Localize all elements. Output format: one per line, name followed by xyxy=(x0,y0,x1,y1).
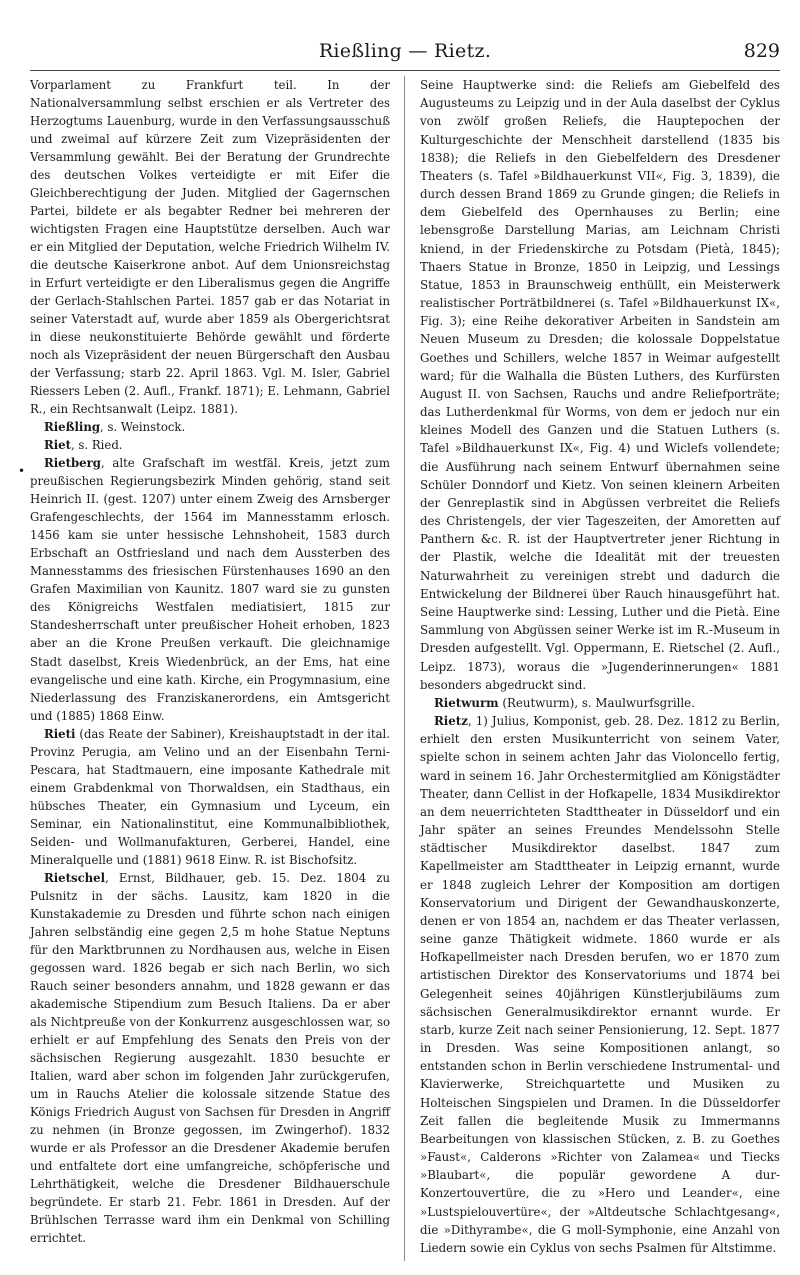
header-rule xyxy=(30,70,780,71)
document-page xyxy=(18,0,780,1275)
entry-rieti xyxy=(30,725,390,869)
headword: Rießling xyxy=(44,420,101,435)
continuation-riesser: Vorparlament zu Frankfurt teil. In der Nationalversammlung selbst erschien er als Vertreter des Herzogtums Lauenburg, wurde in den Verfassungsausschuß und zweimal auf kürzere Zeit zum Vizepräsidenten der Versammlung gewählt. Bei der Beratung der Grundrechte des deutschen Volkes verteidigte er mit Eifer die Gleichberechtigung der Juden. Mitglied der Gagernschen Partei, bildete er als begabter Redner bei mehreren der wichtigsten Fragen eine Hauptstütze derselben. Auch war er ein Mitglied der Deputation, welche Friedrich Wilhelm IV. die deutsche Kaiserkrone anbot. Auf dem Unionsreichstag in Erfurt verteidigte er den Liberalismus gegen die Angriffe der Gerlach-Stahlschen Partei. 1857 gab er das Notariat in seiner Vaterstadt auf, wurde aber 1859 als Obergerichtsrat in diese neukonstituierte Behörde gewählt und förderte noch als Vizepräsident der neuen Bürgerschaft den Ausbau der Verfassung; starb 22. April 1863. Vgl. M. Isler, Gabriel Riessers Leben (2. Aufl., Frankf. 1871); E. Lehmann, Gabriel R., ein Rechtsanwalt (Leipz. 1881). xyxy=(30,78,390,417)
right-column xyxy=(420,76,780,1257)
running-header xyxy=(30,40,780,66)
continuation-rietschel: Seine Hauptwerke sind: die Reliefs am Giebelfeld des Augusteums zu Leipzig und in der Aula daselbst der Cyklus von zwölf großen Reliefs, die Hauptepochen der Kulturgeschichte der Menschheit darstellend (1835 bis 1838); die Reliefs in den Giebelfeldern des Dresdener Theaters (s. Tafel »Bildhauerkunst VII«, Fig. 3, 1839), die durch dessen Brand 1869 zu Grunde gingen; die Reliefs in dem Giebelfeld des Opernhauses zu Berlin; eine lebensgroße Darstellung Marias, am Leichnam Christi kniend, in der Friedenskirche zu Potsdam (Pietà, 1845); Thaers Statue in Bronze, 1850 in Leipzig, und Lessings Statue, 1853 in Braunschweig enthüllt, ein Meisterwerk realistischer Porträtbildnerei (s. Tafel »Bildhauerkunst IX«, Fig. 3); eine Reihe dekorativer Arbeiten in Sandstein am Neuen Museum zu Dresden; die kolossale Doppelstatue Goethes und Schillers, welche 1857 in Weimar aufgestellt ward; für die Walhalla die Büsten Luthers, des Kurfürsten August II. von Sachsen, Rauchs und andre Reliefporträte; das Lutherdenkmal für Worms, von dem er jedoch nur ein kleines Modell des Ganzen und die Statuen Luthers (s. Tafel »Bildhauerkunst IX«, Fig. 4) und Wiclefs vollendete; die Ausführung nach seinem Entwurf übernahmen seine Schüler Donndorf und Kietz. Von seinen kleinern Arbeiten der Genreplastik sind in Abgüssen verbreitet die Reliefs des Christengels, der vier Tageszeiten, der Amoretten auf Panthern &c. R. ist der Hauptvertreter jener Richtung in der Plastik, welche die Idealität mit der treuesten Naturwahrheit zu vereinigen strebt und dadurch die Entwickelung der Bildnerei über Rauch hinausgeführt hat. Seine Hauptwerke sind: Lessing, Luther und die Pietà. Eine Sammlung von Abgüssen seiner Werke ist im R.-Museum in Dresden aufgestellt. Vgl. Oppermann, E. Rietschel (2. Aufl., Leipz. 1873), woraus die »Jugenderinnerungen« 1881 besonders abgedruckt sind. xyxy=(420,78,780,692)
entry-riet xyxy=(30,436,390,454)
headword: Rietberg xyxy=(44,456,101,471)
entry-rietberg xyxy=(30,454,390,724)
entry-text: , s. Ried. xyxy=(71,438,123,453)
headword: Rietschel xyxy=(44,870,106,885)
entry-text: , alte Grafschaft im westfäl. Kreis, jetzt zum preußischen Regierungsbezirk Minden gehörig, stand seit Heinrich II. (gest. 1207) unter einem Zweig des Arnsberger Grafengeschlechts, der 1564 im Mannesstamm erlosch. 1456 kam sie unter hessische Lehnshoheit, 1583 durch Erbschaft an Ostfriesland und nach dem Aussterben des Mannesstamms des friesischen Fürstenhauses 1690 an den Grafen Maximilian von Kaunitz. 1807 ward sie zu gunsten des Königreichs Westfalen mediatisiert, 1815 zur Standesherrschaft unter preußischer Hoheit erhoben, 1823 aber an die Krone Preußen verkauft. Die gleichnamige Stadt daselbst, Kreis Wiedenbrück, an der Ems, hat eine evangelische und eine kath. Kirche, ein Progymnasium, eine Niederlassung des Franziskanerordens, ein Amtsgericht und (1885) 1868 Einw. xyxy=(30,456,390,723)
headword: Riet xyxy=(44,438,71,453)
entry-rietz xyxy=(420,712,780,1257)
header-title: Rießling — Rietz. xyxy=(318,40,492,62)
page-number: 829 xyxy=(743,40,780,62)
entry-rietwurm xyxy=(420,694,780,712)
entry-text: , 1) Julius, Komponist, geb. 28. Dez. 1812 zu Berlin, erhielt den ersten Musikunterricht von seinem Vater, spielte schon in seinem achten Jahr das Violoncello fertig, ward in seinem 16. Jahr Orchestermitglied am Königstädter Theater, dann Cellist in der Hofkapelle, 1834 Musikdirektor an dem neuerrichteten Stadttheater in Düsseldorf und ein Jahr später an seines Freundes Mendelssohn Stelle städtischer Musikdirektor daselbst. 1847 zum Kapellmeister am Stadttheater in Leipzig ernannt, wurde er 1848 zugleich Lehrer der Komposition am dortigen Konservatorium und Dirigent der Gewandhauskonzerte, denen er von 1854 an, nachdem er das Theater verlassen, seine ganze Thätigkeit widmete. 1860 wurde er als Hofkapellmeister nach Dresden berufen, wo er 1870 zum artistischen Direktor des Konservatoriums und 1874 bei Gelegenheit seines 40jährigen Künstlerjubiläums zum sächsischen Generalmusikdirektor ernannt wurde. Er starb, kurze Zeit nach seiner Pensionierung, 12. Sept. 1877 in Dresden. Was seine Kompositionen anlangt, so entstanden schon in Berlin verschiedene Instrumental- und Klavierwerke, Streichquartette und Musiken zu Holteischen Singspielen und Dramen. In die Düsseldorfer Zeit fallen die begleitende Musik zu Immermanns Bearbeitungen von klassischen Stücken, z. B. zu Goethes »Faust«, Calderons »Richter von Zalamea« und Tiecks »Blaubart«, die populär gewordene A dur-Konzertouvertüre, die zu »Hero und Leander«, eine »Lustspielouvertüre«, der »Altdeutsche Schlachtgesang«, die »Dithyrambe«, die G moll-Symphonie, eine Anzahl von Liedern sowie ein Cyklus von sechs Psalmen für Altstimme. xyxy=(420,714,780,1255)
entry-riessling xyxy=(30,418,390,436)
headword: Rieti xyxy=(44,726,76,741)
mark-asterisk: • xyxy=(18,464,26,478)
column-divider xyxy=(404,76,405,1261)
entry-text: , Ernst, Bildhauer, geb. 15. Dez. 1804 zu Pulsnitz in der sächs. Lausitz, kam 1820 in die Kunstakademie zu Dresden und führte schon nach einigen Jahren selbständig eine gegen 2,5 m hohe Statue Neptuns für den Marktbrunnen zu Nordhausen aus, welche in Eisen gegossen ward. 1826 begab er sich nach Berlin, wo sich Rauch seiner besonders annahm, und 1828 gewann er das akademische Stipendium zum Besuch Italiens. Da er aber als Nichtpreuße von der Konkurrenz ausgeschlossen war, so erhielt er auf Empfehlung des Senats den Preis von der sächsischen Regierung ausgezahlt. 1830 besuchte er Italien, ward aber schon im folgenden Jahr zurückgerufen, um in Rauchs Atelier die kolossale sitzende Statue des Königs Friedrich August von Sachsen für Dresden in Angriff zu nehmen (in Bronze gegossen, im Zwingerhof). 1832 wurde er als Professor an die Dresdener Akademie berufen und entfaltete dort eine umfangreiche, schöpferische und Lehrthätigkeit, welche die Dresdener Bildhauerschule begründete. Er starb 21. Febr. 1861 in Dresden. Auf der Brühlschen Terrasse ward ihm ein Denkmal von Schilling errichtet. xyxy=(30,870,390,1245)
entry-text: (das Reate der Sabiner), Kreishauptstadt in der ital. Provinz Perugia, am Velino und an der Eisenbahn Terni-Pescara, hat Stadtmauern, eine imposante Kathedrale mit einem Grabdenkmal von Thorwaldsen, ein Stadthaus, ein hübsches Theater, ein Gymnasium und Lyceum, ein Seminar, ein Nationalinstitut, eine Kommunalbibliothek, Seiden- und Wollmanufakturen, Gerberei, Handel, eine Mineralquelle und (1881) 9618 Einw. R. ist Bischofsitz. xyxy=(30,726,390,867)
headword: Rietz xyxy=(434,714,468,729)
headword: Rietwurm xyxy=(434,695,499,710)
entry-text: (Reutwurm), s. Maulwurfsgrille. xyxy=(498,695,695,710)
entry-rietschel xyxy=(30,869,390,1247)
left-column xyxy=(18,76,390,1247)
entry-text: , s. Weinstock. xyxy=(100,420,186,435)
